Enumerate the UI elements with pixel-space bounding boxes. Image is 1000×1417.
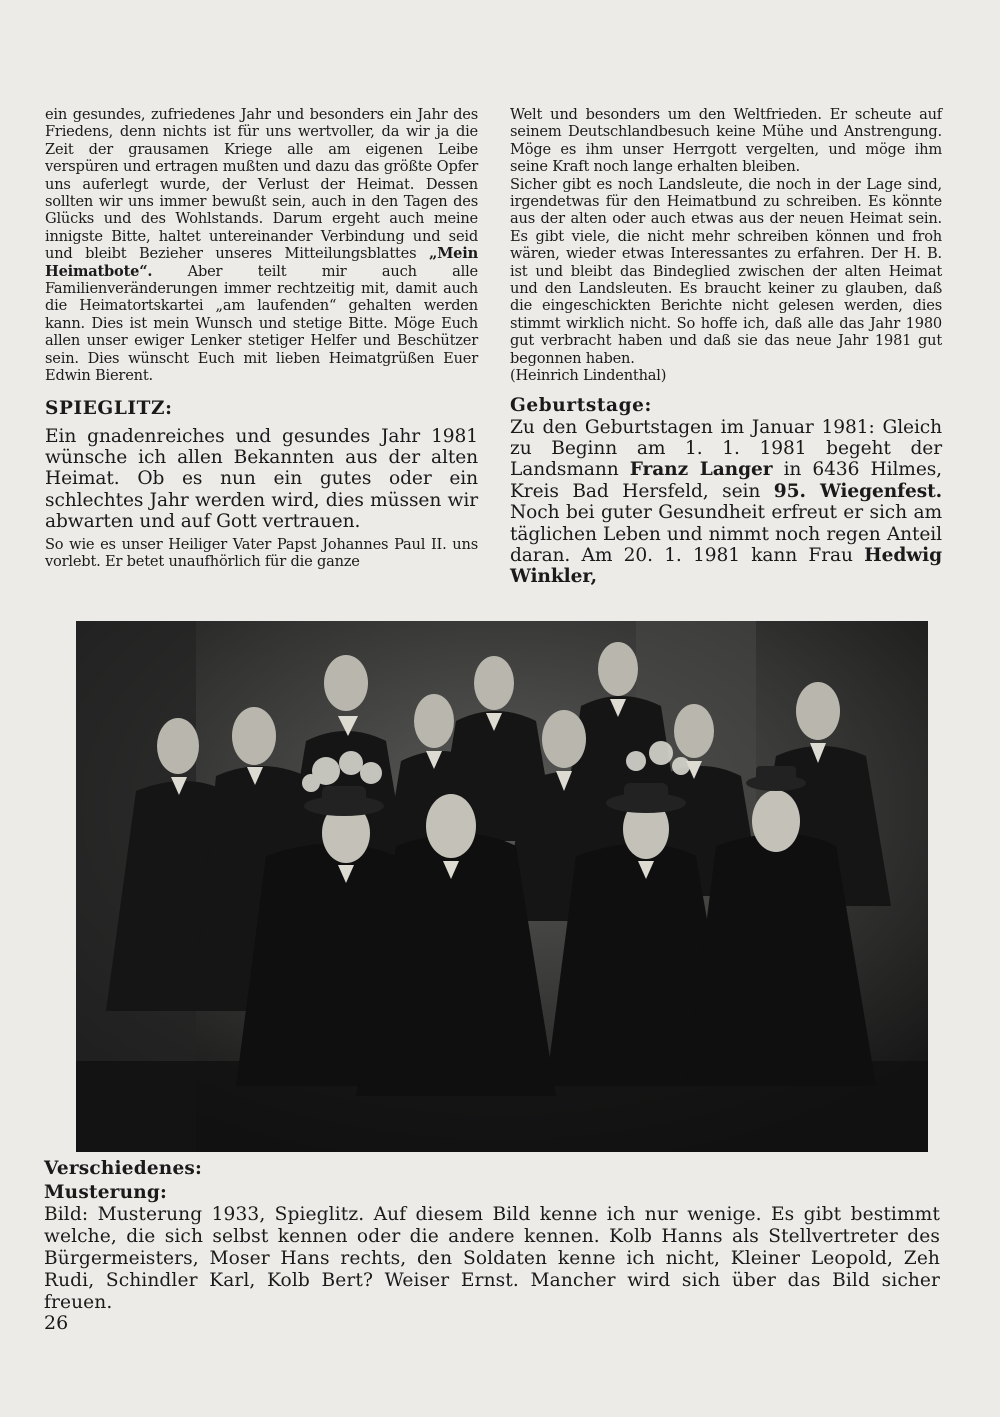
verschiedenes-heading: Verschiedenes: [44,1158,203,1179]
intro-bold-title: „Mein Heimatbote“. [45,245,478,280]
name-franz-langer: Franz Langer [629,459,773,481]
left-column [45,106,478,570]
photo-caption: Bild: Musterung 1933, Spieglitz. Auf diesem Bild kenne ich nur wenige. Es gibt bestimmt welche, die sich selbst kennen oder die andere kennen. Kolb Hanns als Stellvertreter des Bürgermeisters, Moser Hans rechts, den Soldaten kenne ich nicht, Kleiner Leopold, Zeh Rudi, Schindler Karl, Kolb Bert? Weiser Ernst. Mancher wird sich über das Bild sicher freuen. [44,1204,940,1313]
geburtstage-paragraph: Zu den Geburtstagen im Januar 1981: Gleich zu Beginn am 1. 1. 1981 begeht der Landsmann Franz Langer in 6436 Hilmes, Kreis Bad Hersfeld, sein 95. Wiegenfest. Noch bei guter Gesundheit erfreut er sich am täglichen Leben und nimmt noch regen Anteil daran. Am 20. 1. 1981 kann Frau Hedwig Winkler, [510,416,942,588]
geburtstage-heading: Geburtstage: [510,394,652,416]
right-paragraph-1: Welt und besonders um den Weltfrieden. Er scheute auf seinem Deutschlandbesuch keine Mühe und Anstrengung. Möge es ihm unser Herrgott vergelten, und möge ihm seine Kraft noch lange erhalten bleiben. [510,106,942,176]
spieglitz-large-paragraph: Ein gnadenreiches und gesundes Jahr 1981 wünsche ich allen Bekannten aus der alten Heimat. Ob es nun ein gutes oder ein schlechtes Jahr werden wird, dies müssen wir abwarten und auf Gott vertrauen. [45,425,478,533]
group-photo-illustration [76,621,928,1152]
musterung-heading: Musterung: [44,1182,168,1203]
wiegenfest-bold: 95. Wiegenfest. [773,480,942,502]
spieglitz-heading: SPIEGLITZ: [45,397,173,419]
group-photo [76,621,928,1152]
spieglitz-small-paragraph: So wie es unser Heiliger Vater Papst Johannes Paul II. uns vorlebt. Er betet unaufhörlich für die ganze [45,535,478,570]
intro-paragraph: ein gesundes, zufriedenes Jahr und besonders ein Jahr des Friedens, denn nichts ist für uns wertvoller, da wir ja die Zeit der grausamen Kriege alle am eigenen Leibe verspüren und ertragen mußten und dazu das größte Opfer uns auferlegt wurde, der Verlust der Heimat. Dessen sollten wir uns immer bewußt sein, auch in den Tagen des Glücks und des Wohlstands. Darum ergeht auch meine innigste Bitte, haltet untereinander Verbindung und seid und bleibt Bezieher unseres Mitteilungsblattes „Mein Heimatbote“. Aber teilt mir auch alle Familienveränderungen immer rechtzeitig mit, damit auch die Heimatortskartei „am laufenden“ gehalten werden kann. Dies ist mein Wunsch und stetige Bitte. Möge Euch allen unser ewiger Lenker stetiger Helfer und Beschützer sein. Dies wünscht Euch mit lieben Heimatgrüßen Euer Edwin Bierent. [45,106,478,385]
bottom-section [44,1158,940,1314]
name-hedwig-winkler: Hedwig Winkler, [510,544,942,588]
right-paragraph-2: Sicher gibt es noch Landsleute, die noch in der Lage sind, irgendetwas für den Heimatbund zu schreiben. Es könnte aus der alten oder auch etwas aus der neuen Heimat sein. Es gibt viele, die nicht mehr schreiben können und froh wären, wieder etwas Interessantes zu erfahren. Der H. B. ist und bleibt das Bindeglied zwischen der alten Heimat und den Landsleuten. Es braucht keiner zu glauben, daß die eingeschickten Berichte nicht gelesen werden, dies stimmt wirklich nicht. So hoffe ich, daß alle das Jahr 1980 gut verbracht haben und daß sie das neue Jahr 1981 gut begonnen haben. [510,175,942,367]
signature: (Heinrich Lindenthal) [510,367,667,385]
page-number: 26 [44,1312,69,1334]
right-column [510,106,942,588]
